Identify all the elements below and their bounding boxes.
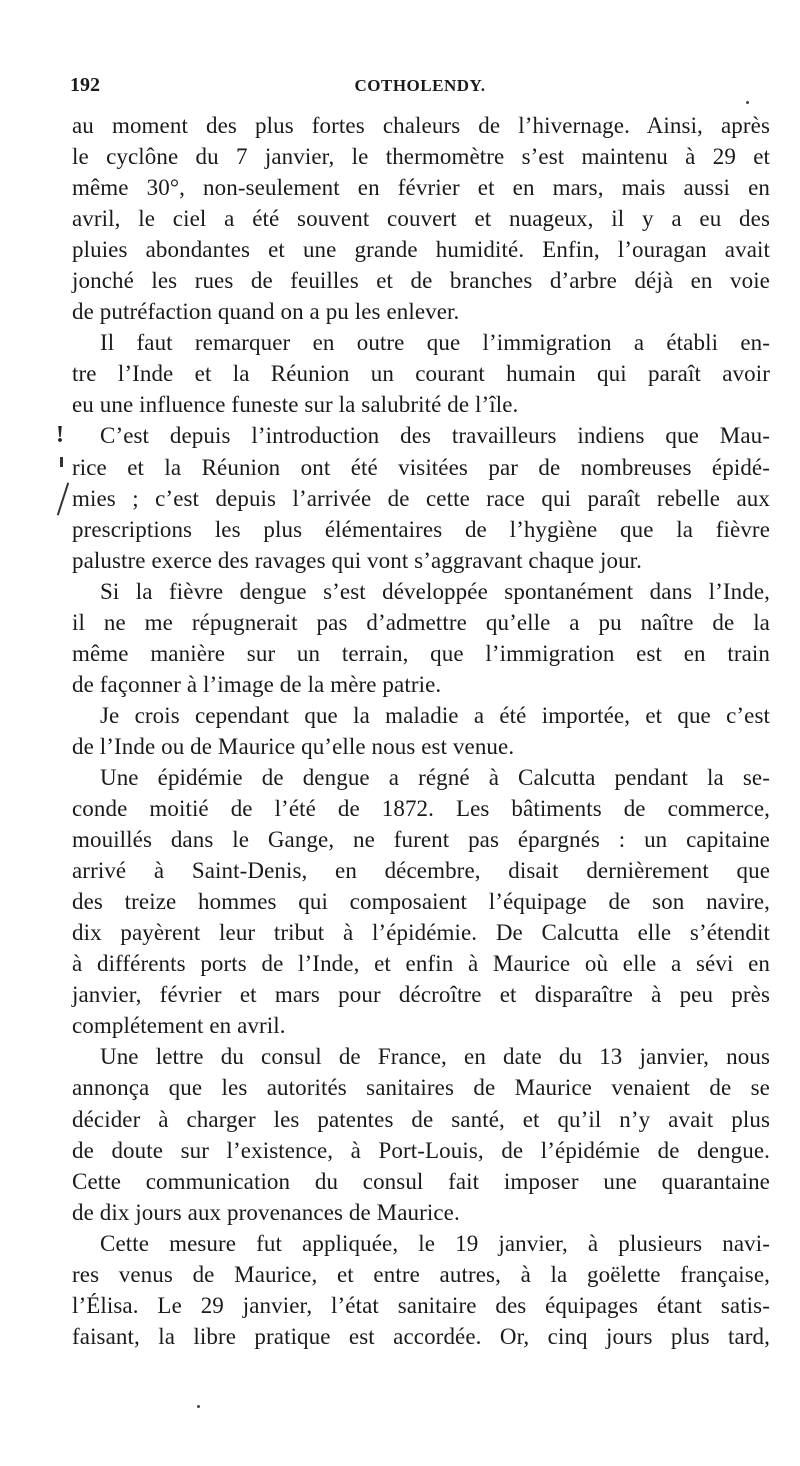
page-body <box>72 110 770 1352</box>
margin-annotation-stroke <box>57 483 69 516</box>
text-line: Il faut remarquer en outre que l’immigration a établi en- <box>100 330 770 356</box>
text-line: Je crois cependant que la maladie a été importée, et que c’est <box>100 702 770 728</box>
text-line: Cette mesure fut appliquée, le 19 janvier, à plusieurs navi- <box>100 1230 770 1256</box>
text-line: le cyclône du 7 janvier, le thermomètre s’est maintenu à 29 et <box>72 144 770 170</box>
stray-mark <box>746 101 749 104</box>
text-line: prescriptions les plus élémentaires de l’hygiène que la fièvre <box>72 516 770 542</box>
text-line: rice et la Réunion ont été visitées par de nombreuses épidé- <box>72 454 770 480</box>
text-line: tre l’Inde et la Réunion un courant humain qui paraît avoir <box>72 361 770 387</box>
text-line: même 30°, non-seulement en février et en mars, mais aussi en <box>72 175 770 201</box>
text-line: de l’Inde ou de Maurice qu’elle nous est venue. <box>72 733 515 759</box>
text-line: Cette communication du consul fait imposer une quarantaine <box>72 1168 770 1194</box>
text-line: décider à charger les patentes de santé, et qu’il n’y avait plus <box>72 1106 770 1132</box>
text-line: annonça que les autorités sanitaires de Maurice venaient de se <box>72 1075 770 1101</box>
margin-annotation-mark: ! <box>56 422 64 448</box>
text-line: palustre exerce des ravages qui vont s’aggravant chaque jour. <box>72 547 643 573</box>
text-line: à différents ports de l’Inde, et enfin à Maurice où elle a sévi en <box>72 951 770 977</box>
text-line: même manière sur un terrain, que l’immigration est en train <box>72 640 770 666</box>
running-head: COTHOLENDY. <box>354 76 486 95</box>
text-line: des treize hommes qui composaient l’équipage de son navire, <box>72 889 770 915</box>
text-line: de putréfaction quand on a pu les enlever. <box>72 299 460 325</box>
text-line: l’Élisa. Le 29 janvier, l’état sanitaire des équipages étant satis- <box>72 1292 770 1318</box>
text-line: avril, le ciel a été souvent couvert et nuageux, il y a eu des <box>72 206 770 232</box>
text-line: de façonner à l’image de la mère patrie. <box>72 671 442 697</box>
stray-mark <box>197 1405 200 1408</box>
text-line: janvier, février et mars pour décroître et disparaître à peu près <box>72 982 770 1008</box>
text-line: faisant, la libre pratique est accordée. Or, cinq jours plus tard, <box>72 1323 770 1349</box>
text-line: mies ; c’est depuis l’arrivée de cette race qui paraît rebelle aux <box>72 485 770 511</box>
text-line: conde moitié de l’été de 1872. Les bâtiments de commerce, <box>72 796 770 822</box>
text-line: complétement en avril. <box>72 1013 286 1039</box>
text-line: res venus de Maurice, et entre autres, à la goëlette française, <box>72 1261 770 1287</box>
text-line: mouillés dans le Gange, ne furent pas épargnés : un capitaine <box>72 827 770 853</box>
text-line: il ne me répugnerait pas d’admettre qu’elle a pu naître de la <box>72 609 770 635</box>
text-line: de doute sur l’existence, à Port-Louis, de l’épidémie de dengue. <box>72 1137 770 1163</box>
text-line: Une lettre du consul de France, en date du 13 janvier, nous <box>100 1044 770 1070</box>
page-number: 192 <box>70 74 100 96</box>
text-line: au moment des plus fortes chaleurs de l’hivernage. Ainsi, après <box>72 113 770 138</box>
text-line: C’est depuis l’introduction des travailleurs indiens que Mau- <box>100 423 770 449</box>
margin-annotation-tick <box>60 457 63 467</box>
text-line: arrivé à Saint-Denis, en décembre, disait dernièrement que <box>72 858 770 884</box>
page-header <box>70 74 770 104</box>
text-line: dix payèrent leur tribut à l’épidémie. De Calcutta elle s’étendit <box>72 920 770 946</box>
text-line: jonché les rues de feuilles et de branches d’arbre déjà en voie <box>72 268 770 294</box>
text-line: Une épidémie de dengue a régné à Calcutta pendant la se- <box>100 764 770 790</box>
text-line: pluies abondantes et une grande humidité. Enfin, l’ouragan avait <box>72 237 770 263</box>
text-line: Si la fièvre dengue s’est développée spontanément dans l’Inde, <box>100 578 770 604</box>
text-line: de dix jours aux provenances de Maurice. <box>72 1199 460 1225</box>
text-line: eu une influence funeste sur la salubrité de l’île. <box>72 392 519 418</box>
